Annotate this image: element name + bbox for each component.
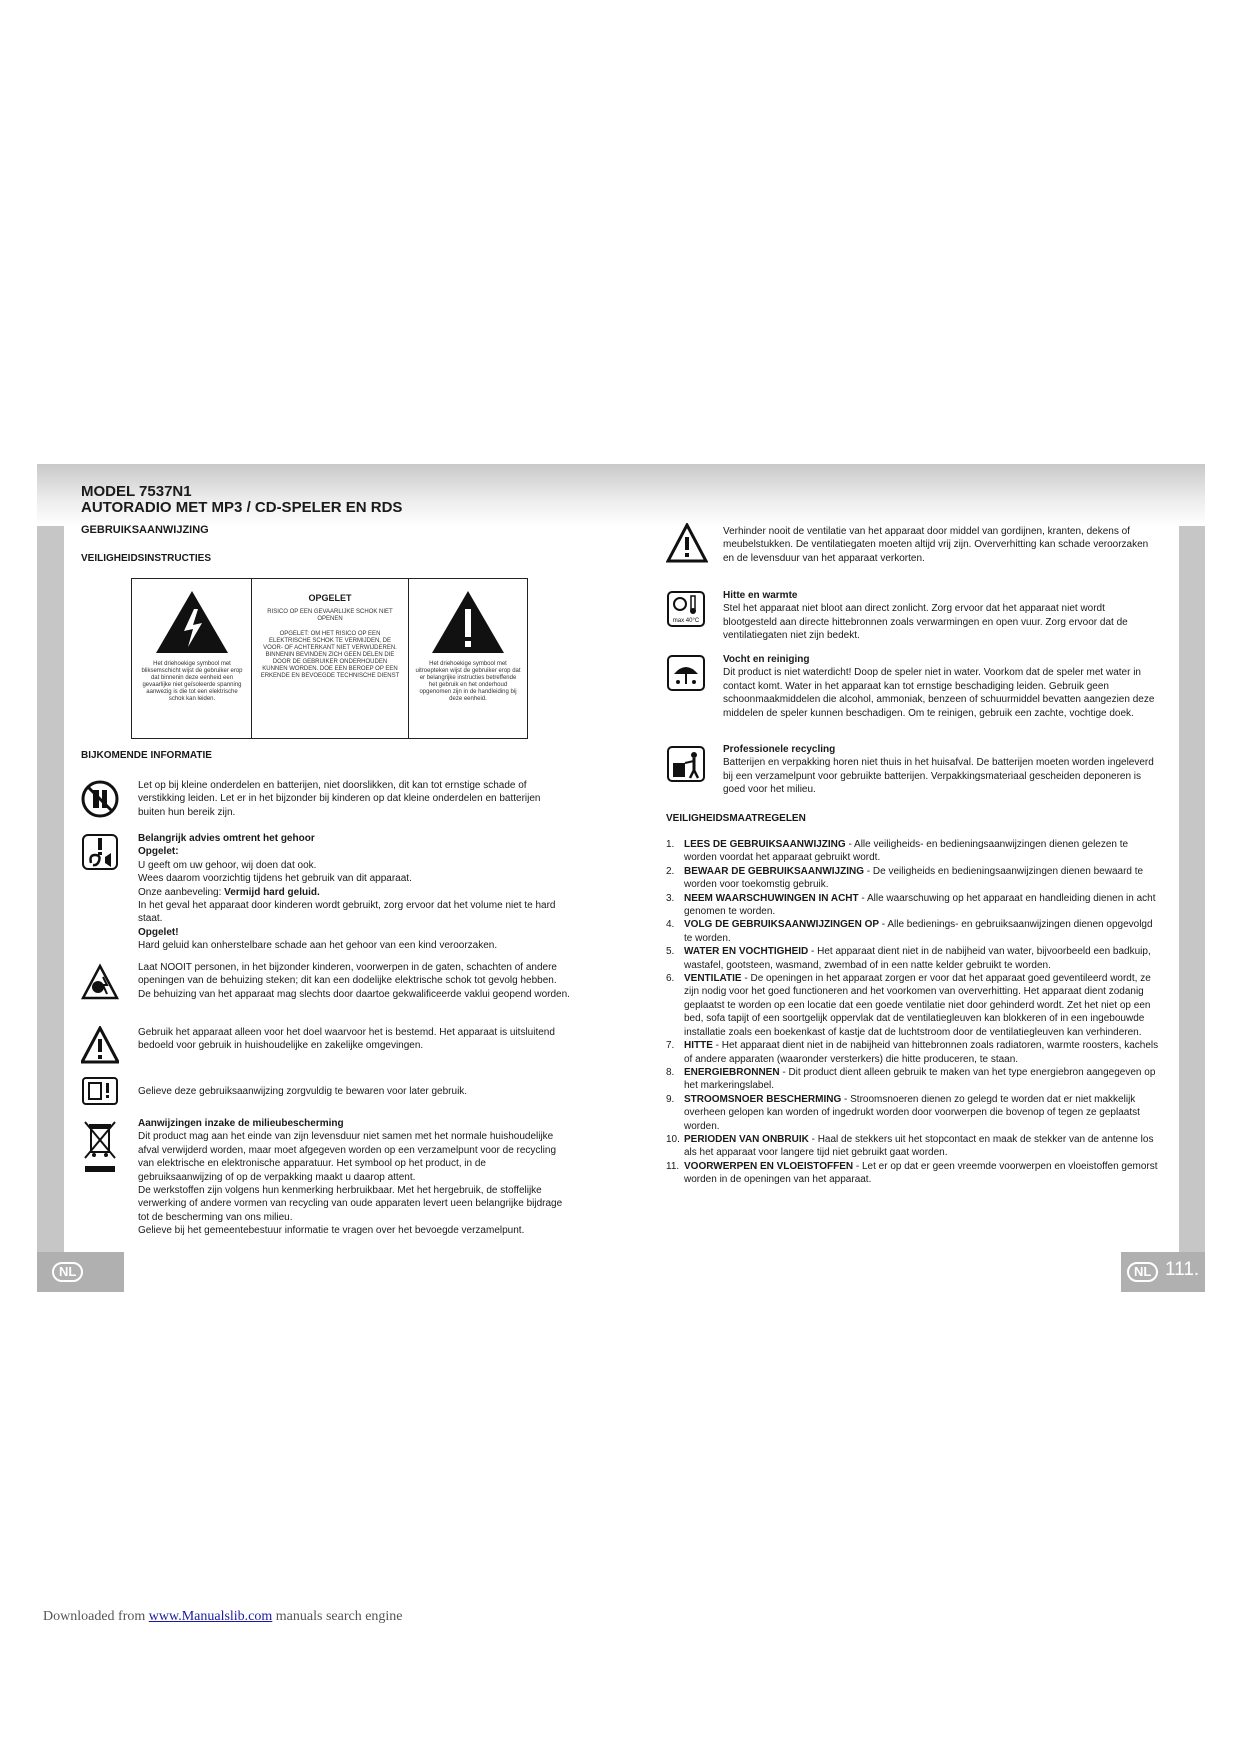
- hearing-line-4: In het geval het apparaat door kinderen wordt gebruikt, zorg ervoor dat het volume niet te hard staat.: [138, 900, 556, 925]
- measure-text: - Alle waarschuwing op het apparaat en handleiding dienen in acht genomen te worden.: [684, 892, 1156, 918]
- heat-section: [723, 589, 1155, 643]
- heat-text: Stel het apparaat niet bloot aan direct zonlicht. Zorg ervoor dat het apparaat niet wordt blootgesteld aan directe hittebronnen zoals verwarmingen en open vuur. Zorg ervoor dat de ventilatiegaten niet zijn bedekt.: [723, 603, 1128, 642]
- measure-number: 3.: [666, 892, 675, 904]
- manual-book-icon: [81, 1076, 119, 1106]
- environment-paragraph-2: De werkstoffen zijn volgens hun kenmerking herbruikbaar. Met het hergebruik, de stoffelijke verwerking of andere vormen van recycling van oude apparaten levert ueen belangrijke bijdrage tot de bescherming van ons milieu.: [138, 1185, 563, 1223]
- measure-text: - Stroomsnoeren dienen zo gelegd te worden dat er niet makkelijk overheen gelopen kan worden of ingedrukt worden door voorwerpen die bovenop of tegen ze geplaatst worden.: [684, 1093, 1140, 1132]
- hearing-line-3: Onze aanbeveling: Vermijd hard geluid.: [138, 886, 320, 898]
- measure-item: [666, 945, 1160, 972]
- info-keep-manual: Gelieve deze gebruiksaanwijzing zorgvuldig te bewaren voor later gebruik.: [138, 1086, 468, 1097]
- download-footer: [43, 1609, 403, 1625]
- measure-text: - Alle bedienings- en gebruiksaanwijzingen dienen opgevolgd te worden.: [684, 919, 1153, 944]
- measure-text: - Het apparaat dient niet in de nabijheid van water, bijvoorbeeld een badkuip, wastafel, gootsteen, wasmand, zwembad of in een natte kelder gebruikt te worden.: [684, 946, 1151, 971]
- warning-triangle-icon: [81, 1026, 119, 1064]
- measure-item: [666, 1133, 1160, 1160]
- measure-text: - Alle veiligheids- en bedieningsaanwijzingen dienen gelezen te worden voordat het apparaat gebruikt wordt.: [684, 839, 1129, 864]
- measure-number: 8.: [666, 1066, 675, 1078]
- measure-number: 1.: [666, 839, 675, 850]
- hearing-warning-1: Opgelet:: [138, 846, 179, 858]
- measure-item: [666, 892, 1160, 919]
- heat-title: Hitte en warmte: [723, 590, 798, 601]
- warning-exclamation-column: [409, 579, 527, 738]
- model-title: MODEL 7537N1: [81, 483, 192, 500]
- language-badge-left: NL: [52, 1262, 83, 1282]
- measure-item: [666, 1093, 1160, 1133]
- warning-risk: RISICO OP EEN GEVAARLIJKE SCHOK NIET OPENEN: [267, 609, 393, 622]
- measure-title: WATER EN VOCHTIGHEID: [684, 946, 809, 958]
- environment-paragraph-1: Dit product mag aan het einde van zijn levensduur niet samen met het normale huishoudelijke afval verwijderd worden, maar moet afgegeven worden op een verzamelpunt voor de recycling van elektrische en elektronische apparatuur. Het symbool op het product, in de gebruiksaanwijzing of op de verpakking maakt u daarop attent.: [138, 1131, 557, 1183]
- measure-number: 9.: [666, 1093, 675, 1105]
- warning-title: OPGELET: [308, 593, 352, 603]
- no-swallow-icon: [81, 780, 119, 818]
- weee-bin-icon: [81, 1118, 119, 1176]
- lightning-explanation: Het driehoekige symbool met bliksemschicht wijst de gebruiker erop dat binnenin deze eenheid een gevaarlijke niet geïsoleerde spanning aanwezig is die tot een elektrische schok kan leiden.: [141, 661, 243, 702]
- measure-item: [666, 1160, 1160, 1187]
- measure-item: [666, 1066, 1160, 1093]
- hearing-line-5: Hard geluid kan onherstelbare schade aan het gehoor van een kind veroorzaken.: [138, 940, 498, 952]
- measure-title: LEES DE GEBRUIKSAANWIJZING: [684, 839, 846, 850]
- measure-item: [666, 865, 1160, 892]
- hearing-line-1: U geeft om uw gehoor, wij doen dat ook.: [138, 859, 317, 871]
- footer-suffix: manuals search engine: [272, 1609, 403, 1624]
- measure-number: 4.: [666, 919, 675, 931]
- measure-item: [666, 838, 1160, 865]
- hearing-line-2: Wees daarom voorzichtig tijdens het gebruik van dit apparaat.: [138, 873, 412, 885]
- manual-heading: GEBRUIKSAANWIJZING: [81, 524, 209, 536]
- measure-title: VOORWERPEN EN VLOEISTOFFEN: [684, 1160, 854, 1172]
- page-number: 111.: [1165, 1259, 1200, 1280]
- measure-number: 11.: [666, 1160, 680, 1172]
- ventilation-warning: Verhinder nooit de ventilatie van het apparaat door middel van gordijnen, kranten, dekens of meubelstukken. De ventilatiegaten moeten altijd vrij zijn. Oververhitting kan schade veroorzaken en de levensduur van het apparaat verkorten.: [723, 526, 1149, 564]
- warning-lightning-column: [132, 579, 252, 738]
- measure-title: BEWAAR DE GEBRUIKSAANWIJZING: [684, 865, 865, 877]
- measure-title: VOLG DE GEBRUIKSAANWIJZINGEN OP: [684, 919, 880, 931]
- measure-title: STROOMSNOER BESCHERMING: [684, 1093, 842, 1105]
- hearing-warning-icon: [81, 833, 119, 871]
- warning-center-text: OPGELET: OM HET RISICO OP EEN ELEKTRISCHE SCHOK TE VERMIJDEN, DE VOOR- OF ACHTERKANT NIET VERWIJDEREN. BINNENIN BEVINDEN ZICH GEEN DELEN DIE DOOR DE GEBRUIKER ONDERHOUDEN KUNNEN WORDEN. DOE EEN BEROEP OP EEN ERKENDE EN BEVOEGDE TECHNISCHE DIENST: [260, 631, 400, 679]
- moisture-section: [723, 653, 1155, 720]
- ventilation-warning-icon: [666, 523, 708, 563]
- measure-title: HITTE: [684, 1040, 713, 1052]
- shock-hazard-icon: [81, 963, 119, 1001]
- lightning-triangle-icon: [154, 589, 230, 655]
- recycling-icon: [666, 745, 706, 783]
- measure-text: - Let er op dat er geen vreemde voorwerpen en vloeistoffen gemorst worden in de openingen van het apparaat.: [684, 1160, 1158, 1186]
- recycling-text: Batterijen en verpakking horen niet thuis in het huisafval. De batterijen moeten worden ingeleverd bij een verzamelpunt voor gebruikte batterijen. Verpakkingsmateriaal gescheiden deponeren is goed voor het milieu.: [723, 757, 1154, 796]
- measure-number: 6.: [666, 973, 675, 985]
- recycling-section: [723, 743, 1155, 797]
- measure-text: - Het apparaat dient niet in de nabijheid van hittebronnen zoals radiatoren, warmte roosters, kachels of andere apparaten (waaronder versterkers) die hitte produceren, te staan.: [684, 1040, 1159, 1065]
- measure-number: 10.: [666, 1133, 680, 1145]
- measure-text: - Dit product dient alleen gebruik te maken van het type energiebron aangegeven op het markeringslabel.: [684, 1066, 1156, 1092]
- warning-box: [131, 578, 528, 739]
- right-margin-bar: [1179, 526, 1205, 1256]
- measure-number: 2.: [666, 865, 675, 877]
- info-intended-use: Gebruik het apparaat alleen voor het doel waarvoor het is bestemd. Het apparaat is uitsluitend bedoeld voor gebruik in huishoudelijke en zakelijke omgevingen.: [138, 1027, 555, 1052]
- moisture-cleaning-icon: [666, 654, 706, 692]
- measures-list: [666, 838, 1160, 1187]
- measures-heading: VEILIGHEIDSMAATREGELEN: [666, 813, 806, 824]
- svg-text:max 40°C: max 40°C: [672, 618, 700, 624]
- left-margin-bar: [37, 526, 64, 1256]
- info-heading: BIJKOMENDE INFORMATIE: [81, 750, 212, 761]
- product-title: AUTORADIO MET MP3 / CD-SPELER EN RDS: [81, 499, 403, 516]
- moisture-title: Vocht en reiniging: [723, 654, 810, 665]
- measure-title: ENERGIEBRONNEN: [684, 1066, 780, 1078]
- environment-section: [138, 1117, 570, 1238]
- hearing-title: Belangrijk advies omtrent het gehoor: [138, 833, 315, 844]
- manualslib-link[interactable]: www.Manualslib.com: [148, 1609, 273, 1624]
- footer-prefix: Downloaded from: [43, 1609, 149, 1624]
- measure-title: PERIODEN VAN ONBRUIK: [684, 1133, 809, 1145]
- measure-text: - De openingen in het apparaat zorgen er voor dat het apparaat goed geventileerd wordt, ze zijn nodig voor het goed functioneren and het voorkomen van oververhitting. Het apparaat dient zodanig geplaatst te worden op een locatie dat een goede ventilatie niet door gehinderd wordt. Zet het niet op een bed, sofa tapijt of een soortgelijk oppervlak dat de ventilatiegleuven kan blokkeren of in een ingebouwde installatie zoals een boekenkast of kastje dat de luchtstroom door de ventilatiegleuven kan verhinderen.: [684, 973, 1151, 1038]
- hearing-section: [138, 832, 570, 953]
- hearing-warning-2: Opgelet!: [138, 926, 179, 938]
- recycling-title: Professionele recycling: [723, 744, 836, 755]
- info-openings: Laat NOOIT personen, in het bijzonder kinderen, voorwerpen in de gaten, schachten of andere openingen van de behuizing steken; dit kan een dodelijke elektrische schok tot gevolg hebben. De behuizing van het apparaat mag slechts door daartoe gekwalificeerde vaklui geopend worden.: [138, 962, 570, 1000]
- measure-text: - Haal de stekkers uit het stopcontact en maak de stekker van de antenne los als het apparaat voor langere tijd niet gebruikt gaat worden.: [684, 1133, 1154, 1159]
- measure-item: [666, 972, 1160, 1039]
- measure-number: 5.: [666, 946, 675, 958]
- safety-heading: VEILIGHEIDSINSTRUCTIES: [81, 553, 212, 564]
- measure-item: [666, 918, 1160, 945]
- heat-icon: [666, 590, 706, 628]
- exclamation-explanation: Het driehoekige symbool met uitroepteken wijst de gebruiker erop dat er belangrijke instructies betreffende het gebruik en het onderhoud opgenomen zijn in de handleiding bij deze eenheid.: [415, 661, 521, 702]
- header-band: [37, 464, 1205, 526]
- environment-title: Aanwijzingen inzake de milieubescherming: [138, 1118, 344, 1129]
- measure-text: - De veiligheids en bedieningsaanwijzingen dienen bewaard te worden voor toekomstig gebruik.: [684, 865, 1144, 891]
- info-small-parts: Let op bij kleine onderdelen en batterijen, niet doorslikken, dit kan tot ernstige schade of verstikking leiden. Let er in het bijzonder bij kinderen op dat kleine onderdelen en batterijen buiten hun bereik zijn.: [138, 780, 541, 818]
- moisture-text: Dit product is niet waterdicht! Doop de speler niet in water. Voorkom dat de speler met water in contact komt. Water in het apparaat kan tot ernstige beschadiging leiden. Gebruik geen schoonmaakmiddelen die alcohol, ammoniak, benzeen of schuurmiddel bevatten aangezien deze middelen de speler kunnen beschadigen. Om te reinigen, gebruik een zachte, vochtige doek.: [723, 667, 1155, 719]
- measure-title: VENTILATIE: [684, 973, 742, 985]
- measure-number: 7.: [666, 1040, 675, 1052]
- exclamation-triangle-icon: [430, 589, 506, 655]
- warning-center-column: [252, 579, 409, 738]
- measure-item: [666, 1039, 1160, 1066]
- measure-title: NEEM WAARSCHUWINGEN IN ACHT: [684, 892, 859, 904]
- language-badge-right: NL: [1127, 1262, 1158, 1282]
- environment-paragraph-3: Gelieve bij het gemeentebestuur informatie te vragen over het bevoegde verzamelpunt.: [138, 1225, 525, 1237]
